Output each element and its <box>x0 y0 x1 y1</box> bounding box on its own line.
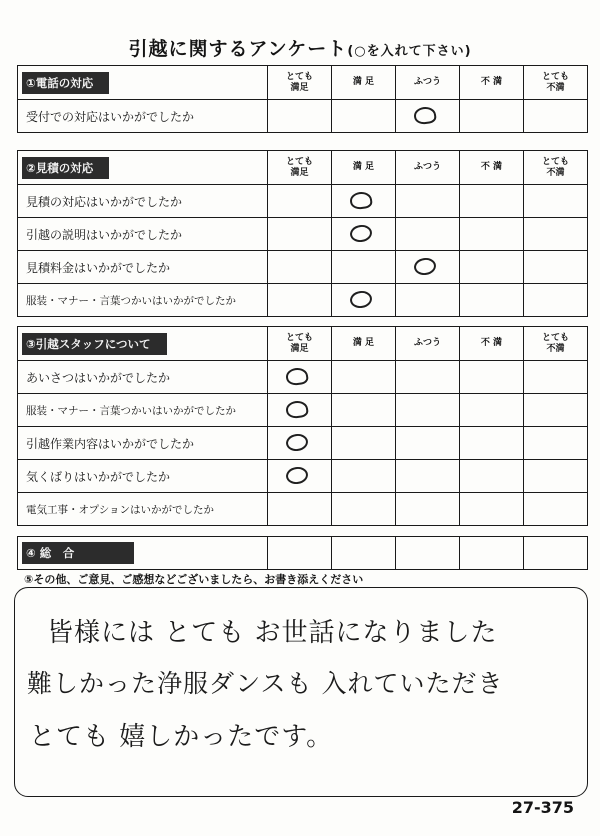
question-text: 引越作業内容はいかがでしたか <box>18 427 268 460</box>
choice-satisfied[interactable] <box>332 394 396 427</box>
choice-very-dissatisfied[interactable] <box>524 394 588 427</box>
question-row <box>18 218 588 251</box>
choice-satisfied[interactable] <box>332 460 396 493</box>
choice-dissatisfied[interactable] <box>460 394 524 427</box>
choice-dissatisfied[interactable] <box>460 284 524 317</box>
scale-header-very-satisfied: とても 満足 <box>268 66 332 100</box>
choice-satisfied[interactable] <box>332 100 396 133</box>
choice-dissatisfied[interactable] <box>460 100 524 133</box>
scale-header-normal: ふつう <box>396 151 460 185</box>
handwritten-circle <box>348 290 372 310</box>
handwritten-circle <box>284 433 308 453</box>
scale-header-normal: ふつう <box>396 66 460 100</box>
choice-normal[interactable] <box>396 493 460 526</box>
question-text: 見積料金はいかがでしたか <box>18 251 268 284</box>
document-number: 27-375 <box>511 798 574 817</box>
question-row <box>18 493 588 526</box>
section-label-cell <box>18 66 268 100</box>
handwritten-circle <box>284 466 308 486</box>
section-label: ①電話の対応 <box>22 72 109 94</box>
question-row <box>18 251 588 284</box>
choice-very-satisfied[interactable] <box>268 361 332 394</box>
question-text: 受付での対応はいかがでしたか <box>18 100 268 133</box>
question-text: あいさつはいかがでしたか <box>18 361 268 394</box>
section-label-cell <box>18 537 268 570</box>
choice-very-satisfied[interactable] <box>268 100 332 133</box>
choice-dissatisfied[interactable] <box>460 493 524 526</box>
section-label: ④ 総 合 <box>22 542 134 564</box>
choice-satisfied[interactable] <box>332 284 396 317</box>
question-text: 見積の対応はいかがでしたか <box>18 185 268 218</box>
title-text: 引越に関するアンケート <box>128 38 348 60</box>
section-overall-table <box>17 536 588 570</box>
question-text: 気くばりはいかがでしたか <box>18 460 268 493</box>
question-text: 服装・マナー・言葉つかいはいかがでしたか <box>18 284 268 317</box>
choice-very-dissatisfied[interactable] <box>524 427 588 460</box>
choice-very-satisfied[interactable] <box>268 394 332 427</box>
handwritten-circle <box>412 106 436 126</box>
section-staff-table <box>17 326 588 526</box>
question-text: 電気工事・オプションはいかがでしたか <box>18 493 268 526</box>
section-estimate-table <box>17 150 588 317</box>
question-row <box>18 100 588 133</box>
choice-dissatisfied[interactable] <box>460 460 524 493</box>
scale-header-dissatisfied: 不 満 <box>460 327 524 361</box>
choice-satisfied[interactable] <box>332 251 396 284</box>
choice-normal[interactable] <box>396 185 460 218</box>
question-row <box>18 394 588 427</box>
comment-prompt: ⑤その他、ご意見、ご感想などございましたら、お書き添えください <box>24 573 364 586</box>
choice-very-dissatisfied[interactable] <box>524 361 588 394</box>
choice-normal[interactable] <box>396 218 460 251</box>
scale-header-satisfied: 満 足 <box>332 327 396 361</box>
choice-normal[interactable] <box>396 460 460 493</box>
choice-very-dissatisfied[interactable] <box>524 185 588 218</box>
choice-dissatisfied[interactable] <box>460 251 524 284</box>
choice-very-dissatisfied[interactable] <box>524 493 588 526</box>
scale-header-satisfied: 満 足 <box>332 151 396 185</box>
choice-very-satisfied[interactable] <box>268 460 332 493</box>
choice-satisfied[interactable] <box>332 361 396 394</box>
scale-header-very-dissatisfied: とても 不満 <box>524 327 588 361</box>
choice-very-satisfied[interactable] <box>268 493 332 526</box>
handwritten-circle <box>284 400 308 420</box>
choice-dissatisfied[interactable] <box>460 537 524 570</box>
question-row <box>18 460 588 493</box>
handwritten-circle <box>348 224 372 244</box>
question-text: 引越の説明はいかがでしたか <box>18 218 268 251</box>
choice-dissatisfied[interactable] <box>460 185 524 218</box>
choice-dissatisfied[interactable] <box>460 361 524 394</box>
scale-header-very-satisfied: とても 満足 <box>268 327 332 361</box>
subtitle-text: (○を入れて下さい) <box>347 44 472 59</box>
handwritten-circle <box>348 191 372 211</box>
choice-satisfied[interactable] <box>332 427 396 460</box>
section-label: ②見積の対応 <box>22 157 109 179</box>
choice-very-dissatisfied[interactable] <box>524 100 588 133</box>
choice-very-dissatisfied[interactable] <box>524 284 588 317</box>
overall-row <box>18 537 588 570</box>
question-text: 服装・マナー・言葉つかいはいかがでしたか <box>18 394 268 427</box>
section-label-cell <box>18 151 268 185</box>
choice-very-dissatisfied[interactable] <box>524 218 588 251</box>
choice-normal[interactable] <box>396 284 460 317</box>
choice-very-satisfied[interactable] <box>268 218 332 251</box>
choice-very-satisfied[interactable] <box>268 284 332 317</box>
section-phone-table <box>17 65 588 133</box>
scale-header-satisfied: 満 足 <box>332 66 396 100</box>
choice-very-satisfied[interactable] <box>268 537 332 570</box>
choice-very-satisfied[interactable] <box>268 251 332 284</box>
question-row <box>18 185 588 218</box>
choice-satisfied[interactable] <box>332 493 396 526</box>
scale-header-dissatisfied: 不 満 <box>460 151 524 185</box>
scale-header-very-dissatisfied: とても 不満 <box>524 66 588 100</box>
choice-very-satisfied[interactable] <box>268 185 332 218</box>
scale-header-very-dissatisfied: とても 不満 <box>524 151 588 185</box>
choice-very-dissatisfied[interactable] <box>524 537 588 570</box>
section-label-cell <box>18 327 268 361</box>
choice-dissatisfied[interactable] <box>460 218 524 251</box>
handwritten-circle <box>412 257 436 277</box>
choice-very-dissatisfied[interactable] <box>524 251 588 284</box>
choice-normal[interactable] <box>396 100 460 133</box>
choice-satisfied[interactable] <box>332 185 396 218</box>
section-label: ③引越スタッフについて <box>22 333 167 355</box>
scale-header-very-satisfied: とても 満足 <box>268 151 332 185</box>
scale-header-normal: ふつう <box>396 327 460 361</box>
section-header-row <box>18 66 588 100</box>
choice-very-satisfied[interactable] <box>268 427 332 460</box>
question-row <box>18 284 588 317</box>
question-row <box>18 427 588 460</box>
choice-normal[interactable] <box>396 537 460 570</box>
page-title <box>0 34 600 61</box>
question-row <box>18 361 588 394</box>
choice-dissatisfied[interactable] <box>460 427 524 460</box>
scale-header-dissatisfied: 不 満 <box>460 66 524 100</box>
handwritten-line: 難しかった浄服ダンスも 入れていただき <box>27 669 504 698</box>
section-header-row <box>18 151 588 185</box>
section-header-row <box>18 327 588 361</box>
choice-normal[interactable] <box>396 251 460 284</box>
choice-normal[interactable] <box>396 394 460 427</box>
handwritten-circle <box>284 367 308 387</box>
choice-normal[interactable] <box>396 427 460 460</box>
handwritten-line: とても 嬉しかったです。 <box>29 722 334 752</box>
choice-satisfied[interactable] <box>332 537 396 570</box>
choice-satisfied[interactable] <box>332 218 396 251</box>
choice-normal[interactable] <box>396 361 460 394</box>
choice-very-dissatisfied[interactable] <box>524 460 588 493</box>
handwritten-line: 皆様には とても お世話になりました <box>47 618 498 648</box>
comment-box[interactable] <box>14 587 588 797</box>
